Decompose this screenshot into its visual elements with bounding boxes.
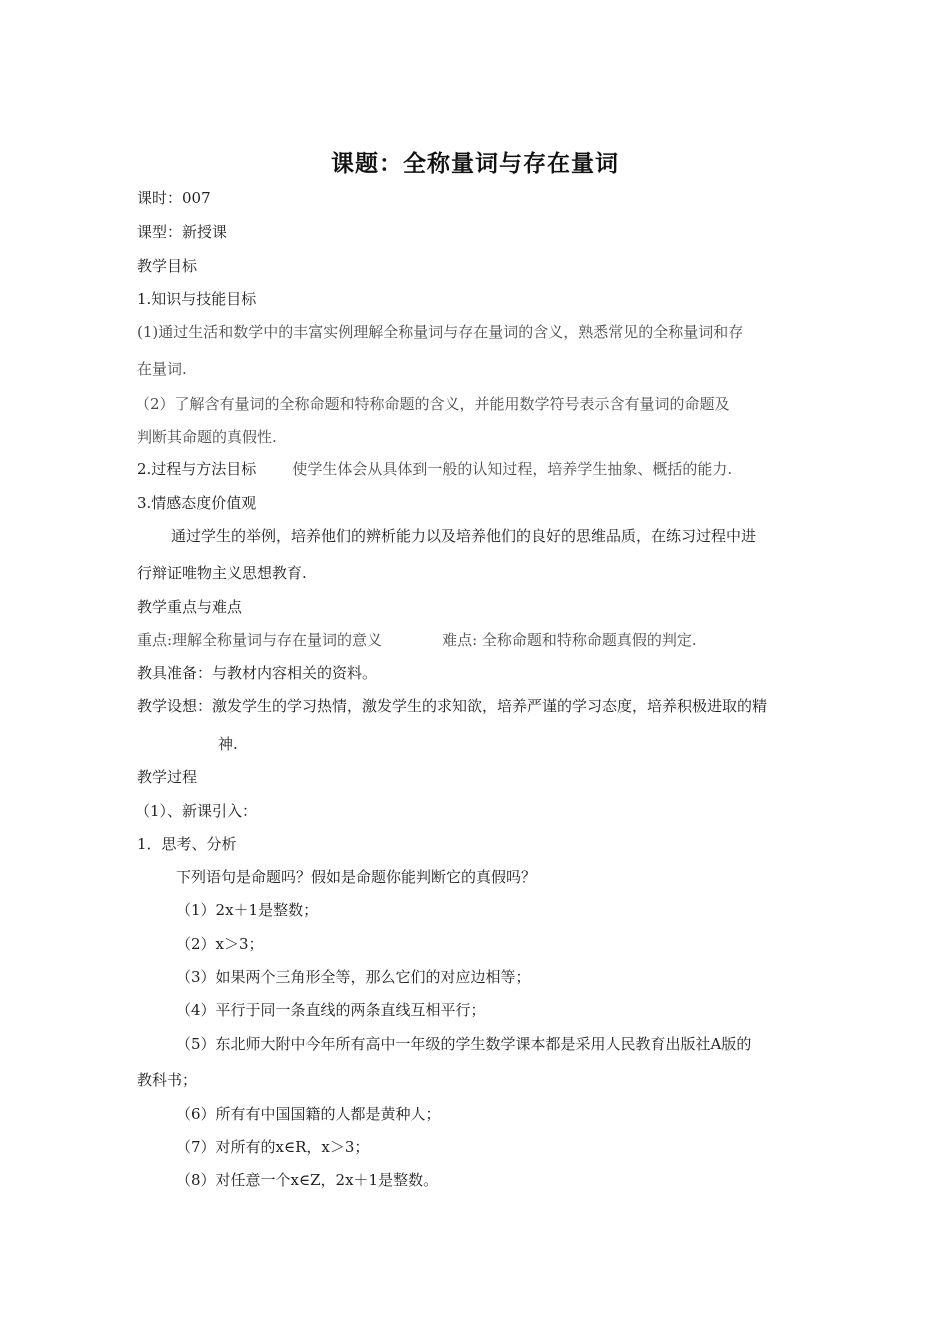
list-item-continuation: 教科书； [137,1071,198,1089]
process-heading: 2.过程与方法目标 [137,460,257,478]
list-item: （3）如果两个三角形全等，那么它们的对应边相等； [176,968,531,986]
key-point: 重点:理解全称量词与存在量词的意义 [137,631,383,649]
difficult-point: 难点: 全称命题和特称命题真假的判定. [442,631,697,649]
emotion-heading: 3.情感态度价值观 [137,494,257,512]
design-line-2: 神. [218,735,238,753]
knowledge-item-2-line-2: 判断其命题的真假性. [137,428,277,446]
think-analyze: 1．思考、分析 [137,835,237,853]
question: 下列语句是命题吗？假如是命题你能判断它的真假吗？ [176,868,537,886]
list-item: （2）x＞3； [176,935,264,953]
keypoints-row [137,630,697,650]
class-hour: 课时：007 [137,189,211,207]
process-heading-main: 教学过程 [137,768,198,786]
emotion-line-2: 行辩证唯物主义思想教育. [137,564,307,582]
knowledge-item-2-line-1: （2）了解含有量词的全称命题和特称命题的含义，并能用数学符号表示含有量词的命题及 [135,395,730,413]
keypoints-heading: 教学重点与难点 [137,598,243,616]
process-method-row [137,459,732,479]
class-type: 课型：新授课 [137,223,228,241]
list-item: （6）所有有中国国籍的人都是黄种人； [176,1105,441,1123]
teaching-tools: 教具准备：与教材内容相关的资料。 [137,664,378,682]
new-lesson-intro: （1）、新课引入： [135,802,258,820]
list-item: （4）平行于同一条直线的两条直线互相平行； [176,1001,486,1019]
objectives-heading: 教学目标 [137,257,198,275]
design-line-1: 教学设想：激发学生的学习热情，激发学生的求知欲，培养严谨的学习态度，培养积极进取的精 [137,697,768,715]
knowledge-item-1-line-2: 在量词. [137,360,187,378]
list-item: （1）2x＋1是整数； [176,901,319,919]
list-item: （5）东北师大附中今年所有高中一年级的学生数学课本都是采用人民教育出版社A版的 [176,1035,752,1053]
emotion-line-1: 通过学生的举例，培养他们的辨析能力以及培养他们的良好的思维品质，在练习过程中进 [171,527,757,545]
knowledge-heading: 1.知识与技能目标 [137,290,257,308]
knowledge-item-1-line-1: (1)通过生活和数学中的丰富实例理解全称量词与存在量词的含义，熟悉常见的全称量词和存 [137,323,744,341]
process-text: 使学生体会从具体到一般的认知过程，培养学生抽象、概括的能力. [292,460,733,478]
page-title: 课题：全称量词与存在量词 [331,151,619,177]
list-item: （8）对任意一个x∈Z，2x＋1是整数。 [176,1171,439,1189]
list-item: （7）对所有的x∈R，x＞3； [176,1138,370,1156]
